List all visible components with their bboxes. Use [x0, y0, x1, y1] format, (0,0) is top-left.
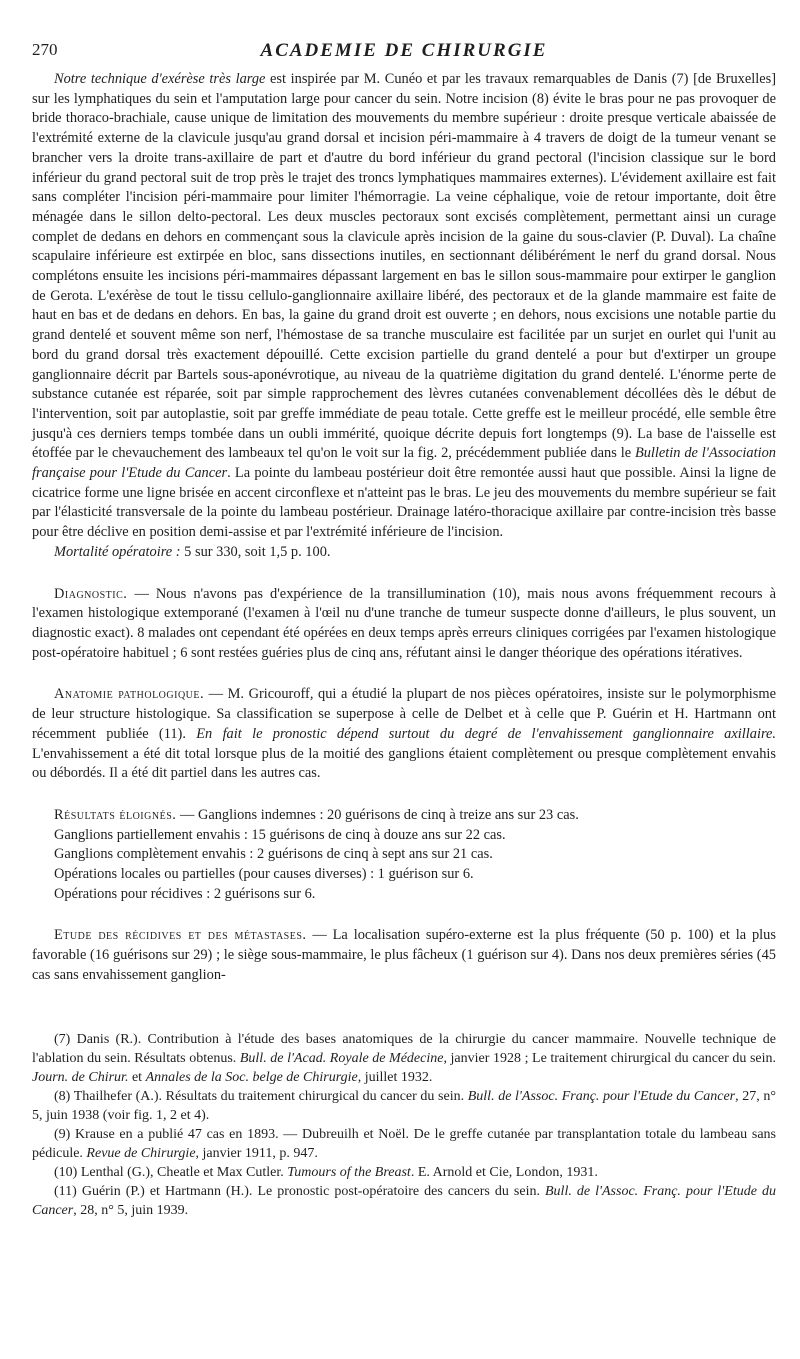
footnote-9-text: (9) Krause en a publié 47 cas en 1893. — Dubreuilh et Noël. De le greffe cutanée par transplantation totale du lambeau sans pédicule.: [32, 1126, 776, 1161]
footnote-7-text-c: et: [128, 1069, 146, 1085]
anatomie-text-2: L'envahissement a été dit total lorsque plus de la moitié des ganglions étaient complètement ou presque complètement envahis ou débordés. Il a été dit partiel dans les autres cas.: [32, 745, 776, 782]
footnote-7-journal-3: Annales de la Soc. belge de Chirurgie: [145, 1069, 358, 1085]
technique-text-2: . La pointe du lambeau postérieur doit être remontée aussi haut que possible. Ainsi la ligne de cicatrice forme une ligne brisée en accent circonflexe et n'atteint pas le bras. Le jeu des mouvements du membre supérieur se fait par l'élasticité transversale de la pointe du lambeau postérieur. Drainage latéro-thoracique axillaire par contre-incision très basse pour être déclive en position demi-assise et par l'extrémité inférieure de l'incision.: [32, 465, 777, 541]
results-line-4: Opérations locales ou partielles (pour causes diverses) : 1 guérison sur 6.: [54, 866, 474, 883]
footnote-10-text: (10) Lenthal (G.), Cheatle et Max Cutler.: [54, 1164, 288, 1180]
page-header: [32, 40, 776, 70]
footnote-10-text-b: . E. Arnold et Cie, London, 1931.: [410, 1164, 598, 1180]
bulletin-title: Bulletin de l'Association française pour l'Etude du Cancer: [32, 445, 776, 482]
diagnostic-text: — Nous n'avons pas d'expérience de la transillumination (10), mais nous avons fréquemment recours à l'examen histologique extemporané (l'examen à l'œil nu d'une tranche de tumeur suspecte donne d'ailleurs, le plus souvent, un diagnostic exact). 8 malades ont cependant été opérées en deux temps après erreurs cliniques corrigées par l'examen histologique post-opératoire habituel ; 6 sont restées guéries plus de cinq ans, réfutant ainsi le danger théorique des opérations itératives.: [32, 585, 776, 661]
page-number: 270: [32, 40, 58, 59]
anatomie-paragraph: [32, 685, 776, 784]
footnote-7-text: (7) Danis (R.). Contribution à l'étude des bases anatomiques de la chirurgie du cancer mammaire. Nouvelle technique de l'ablation du sein. Résultats obtenus.: [32, 1031, 776, 1066]
footnote-7-text-d: , juillet 1932.: [357, 1069, 433, 1085]
footnote-8: [32, 1087, 776, 1125]
results-text-1: — Ganglions indemnes : 20 guérisons de cinq à treize ans sur 23 cas.: [176, 806, 579, 823]
mortality-value: 5 sur 330, soit 1,5 p. 100.: [180, 543, 331, 560]
diagnostic-paragraph: [32, 585, 776, 664]
technique-text-1: est inspirée par M. Cunéo et par les travaux remarquables de Danis (7) [de Bruxelles] sur les lymphatiques du sein et l'amputation large pour cancer du sein. Notre incision (8) évite le bras pour ne pas provoquer de bride thoraco-brachiale, cause unique de limitation des mouvements du membre supérieur : droite presque verticale abaissée de l'extrémité externe de la clavicule jusqu'au grand dorsal et incision péri-mammaire à 4 travers de doigt de la tumeur venant se brancher vers la droite trans-axillaire de part et d'autre du bord inférieur du grand pectoral (l'incision classique sur le bord inférieur du grand pectoral suit de trop près le trajet des troncs lymphatiques mammaires externes). L'évidement axillaire est fait sans compléter l'incision péri-mammaire pour limiter l'hémorragie. La veine céphalique, voie de retour importante, doit être ménagée dans le sillon delto-pectoral. Les deux muscles pectoraux sont excisés complètement, permettant ainsi un curage complet de dedans en dehors en commençant sous la clavicule après incision de la gaine du sous-clavier (P. Duval). La chaîne scapulaire inférieure est extirpée en bloc, sans dissections inutiles, en sectionnant délibérément le nerf du grand dorsal. Nous complétons ensuite les incisions péri-mammaires dépassant largement en bas le sillon sous-mammaire pour extirper le ganglion de Gerota. L'exérèse de tout le tissu cellulo-ganglionnaire axillaire libéré, des pectoraux et de la glande mammaire est faite de haut en bas et de dedans en dehors. En bas, la gaine du grand droit est ouverte ; en dehors, nous excisions une notable partie du grand dentelé et souvent même son nerf, l'hémostase de sa tranche musculaire est facilitée par un surjet en ourlet qui l'unit au bord du grand dorsal très exactement dépouillé. Cette excision partielle du grand dentelé a pour but d'extirper un groupe ganglionnaire décrit par Bartels sous-aponévrotique, au niveau de la quatrième digitation du grand dentelé. L'énorme perte de substance cutanée est réparée, soit par simple rapprochement des lèvres cutanées convenablement décollées dès le début de l'intervention, soit par autoplastie, soit par greffe immédiate de peau totale. Cette greffe est le meilleur procédé, elle semble être jusqu'à ces derniers temps tombée dans un oubli immérité, quoique décrite depuis fort longtemps (9). La base de l'aisselle est étoffée par le chevauchement des lambeaux tel qu'on le voit sur la fig. 2, précédemment publiée dans le: [32, 71, 776, 462]
footnote-10-book: Tumours of the Breast: [287, 1164, 411, 1180]
footnotes: [32, 1030, 776, 1220]
running-title: ACADEMIE DE CHIRURGIE: [260, 40, 548, 61]
footnote-11-text-b: , 28, n° 5, juin 1939.: [73, 1202, 189, 1218]
anatomie-heading: Anatomie pathologique.: [54, 686, 205, 703]
footnote-10: [32, 1163, 776, 1182]
footnote-9-text-b: , janvier 1911, p. 947.: [195, 1145, 318, 1161]
footnote-8-text: (8) Thailhefer (A.). Résultats du traitement chirurgical du cancer du sein.: [54, 1088, 468, 1104]
results-line-2: Ganglions partiellement envahis : 15 guérisons de cinq à douze ans sur 22 cas.: [54, 826, 506, 843]
footnote-11-text: (11) Guérin (P.) et Hartmann (H.). Le pronostic post-opératoire des cancers du sein.: [54, 1183, 545, 1199]
technique-paragraph: [32, 70, 776, 543]
anatomie-italic: En fait le pronostic dépend surtout du degré de l'envahissement ganglionnaire axillaire.: [196, 725, 776, 742]
diagnostic-heading: Diagnostic.: [54, 585, 128, 602]
footnote-9: [32, 1125, 776, 1163]
mortality-label: Mortalité opératoire :: [54, 543, 181, 560]
results-heading: Résultats éloignés.: [54, 806, 177, 823]
footnote-11: [32, 1182, 776, 1220]
footnote-8-journal: Bull. de l'Assoc. Franç. pour l'Etude du Cancer: [467, 1088, 736, 1104]
footnote-7: [32, 1030, 776, 1087]
footnote-9-journal: Revue de Chirurgie: [86, 1145, 196, 1161]
footnote-8-text-b: , 27, n° 5, juin 1938 (voir fig. 1, 2 et 4).: [32, 1088, 776, 1123]
recidives-text: — La localisation supéro-externe est la plus fréquente (50 p. 100) et la plus favorable (16 guérisons sur 29) ; le siège sous-mammaire, le plus fâcheux (1 guérison sur 4). Dans nos deux premières séries (45 cas sans envahissement ganglion-: [32, 927, 776, 983]
recidives-heading: Etude des récidives et des métastases.: [54, 927, 307, 944]
mortality-line: [32, 543, 776, 563]
footnote-7-text-b: , janvier 1928 ; Le traitement chirurgical du cancer du sein.: [443, 1050, 776, 1066]
technique-lead: Notre technique d'exérèse très large: [54, 71, 266, 87]
footnote-11-journal: Bull. de l'Assoc. Franç. pour l'Etude du Cancer: [32, 1183, 776, 1218]
results-line-3: Ganglions complètement envahis : 2 guérisons de cinq à sept ans sur 21 cas.: [54, 846, 493, 863]
recidives-paragraph: [32, 926, 776, 985]
footnote-7-journal-2: Journ. de Chirur.: [32, 1069, 129, 1085]
results-line-1: [32, 806, 776, 826]
footnote-7-journal-1: Bull. de l'Acad. Royale de Médecine: [239, 1050, 444, 1066]
results-line-5: Opérations pour récidives : 2 guérisons sur 6.: [54, 885, 316, 902]
anatomie-text-1: — M. Gricouroff, qui a étudié la plupart de nos pièces opératoires, insiste sur le polymorphisme de leur structure histologique. Sa classification se superpose à celle de Delbet et à celle que P. Guérin et H. Hartmann ont récemment publiée (11).: [32, 686, 776, 742]
journal-page: [32, 40, 776, 1220]
results-section: [32, 806, 776, 905]
